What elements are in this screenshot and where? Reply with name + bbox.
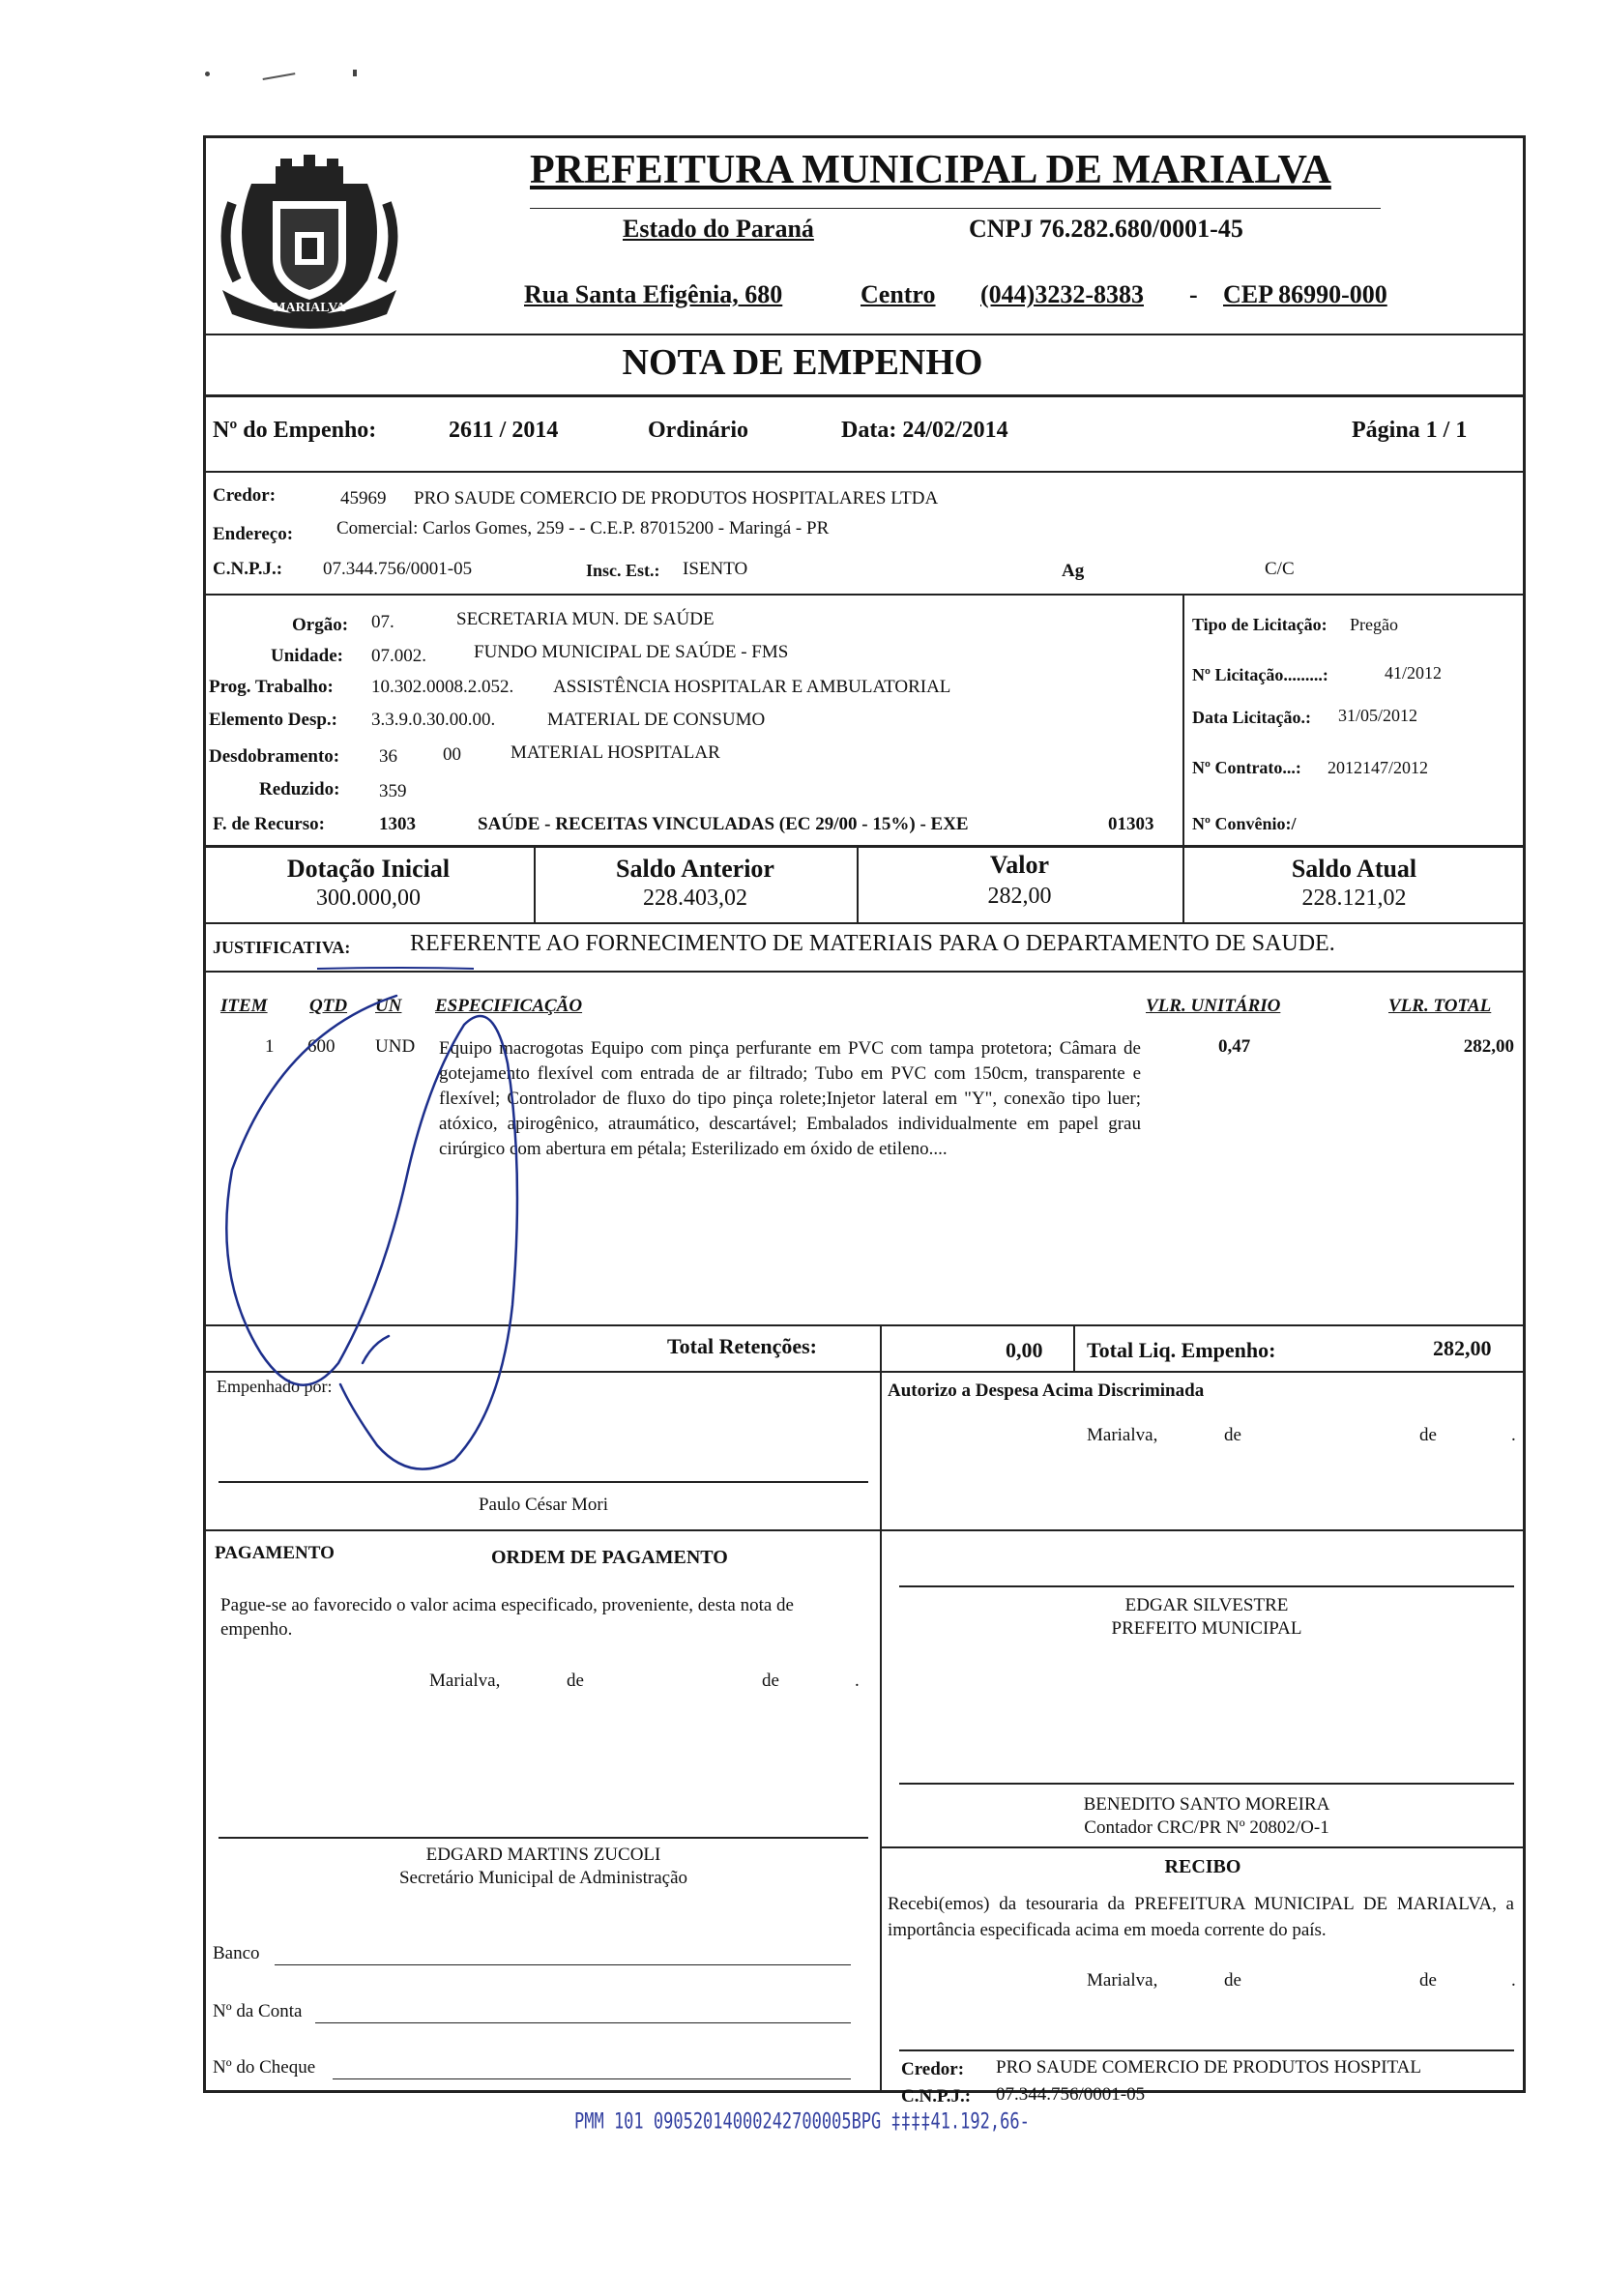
empenho-tipo: Ordinário <box>648 418 749 443</box>
unidade-cod: 07.002. <box>371 646 426 666</box>
item-qtd: 600 <box>307 1036 336 1057</box>
prefeito-nome: EDGAR SILVESTRE <box>1124 1595 1289 1615</box>
item-vlr-total: 282,00 <box>1463 1036 1514 1057</box>
signature-line <box>219 1837 868 1839</box>
item-espec: Equipo macrogotas Equipo com pinça perfurante em PVC com tampa protetora; Câmara de gotejamento flexível com entrada de ar filtrado; Tubo em PVC com 150cm, transparente e flexível; Controlador de fluxo do tipo pinça rolete;Injetor lateral em "Y", conexão tipo luer; atóxico, apirogênico, atraumático, descartável; Embalados individualmente em papel grau cirúrgico com abertura em pétala; Esterilizado em óxido de etileno.... <box>439 1038 1141 1159</box>
secretario-nome: EDGARD MARTINS ZUCOLI <box>425 1845 661 1865</box>
item-un: UND <box>375 1036 416 1057</box>
elemento-cod: 3.3.9.0.30.00.00. <box>371 710 496 730</box>
recibo-cidade: Marialva, <box>1087 1970 1158 1991</box>
sep-label: - <box>1189 280 1198 308</box>
liq-valor: 282,00 <box>1433 1336 1492 1360</box>
divider <box>880 1371 882 2093</box>
divider <box>203 394 1526 397</box>
pagamento-cidade: Marialva, <box>429 1671 501 1691</box>
col-vlr-unit: VLR. UNITÁRIO <box>1146 996 1281 1016</box>
prog-cod: 10.302.0008.2.052. <box>371 677 514 697</box>
autorizo-de1: de <box>1224 1425 1241 1445</box>
col-item: ITEM <box>220 996 268 1016</box>
col-espec: ESPECIFICAÇÃO <box>435 996 583 1016</box>
rodape-cnpj-label: C.N.P.J.: <box>901 2086 972 2107</box>
col-un: UN <box>375 996 402 1016</box>
desdob-sub: 00 <box>443 744 461 765</box>
elemento-label: Elemento Desp.: <box>209 710 337 730</box>
credor-nome: PRO SAUDE COMERCIO DE PRODUTOS HOSPITALARES LTDA <box>414 488 939 509</box>
pagamento-ponto: . <box>855 1671 860 1691</box>
convenio-label: Nº Convênio:/ <box>1192 814 1297 833</box>
credor-codigo: 45969 <box>340 488 387 509</box>
banco-label: Banco <box>213 1943 260 1963</box>
telefone-label: (044)3232-8383 <box>980 280 1144 308</box>
col-qtd: QTD <box>309 996 348 1016</box>
saldo-anterior-label: Saldo Anterior <box>616 855 774 883</box>
orgao: SECRETARIA MUN. DE SAÚDE <box>456 609 715 629</box>
unidade-label: Unidade: <box>271 646 343 666</box>
prog-label: Prog. Trabalho: <box>209 677 334 697</box>
prog: ASSISTÊNCIA HOSPITALAR E AMBULATORIAL <box>553 677 951 697</box>
centro-label: Centro <box>861 280 936 308</box>
autenticacao-mecanica: PMM 101 09052014000242700005BPG ‡‡‡‡41.192,66- <box>574 2109 1030 2135</box>
insc-label: Insc. Est.: <box>586 561 660 580</box>
retencoes-label: Total Retenções: <box>667 1334 817 1358</box>
prefeitura-title: PREFEITURA MUNICIPAL DE MARIALVA <box>530 148 1331 192</box>
pagamento-de2: de <box>762 1671 779 1691</box>
credor-insc: ISENTO <box>683 559 748 579</box>
rua-label: Rua Santa Efigênia, 680 <box>524 280 783 308</box>
reduzido-label: Reduzido: <box>259 779 340 799</box>
pagamento-titulo: PAGAMENTO <box>215 1543 335 1563</box>
signature-mark <box>174 957 657 1498</box>
empenho-data: Data: 24/02/2014 <box>841 418 1008 443</box>
empenho-label: Nº do Empenho: <box>213 418 377 443</box>
signature-line <box>899 1585 1514 1587</box>
reduzido: 359 <box>379 781 407 801</box>
divider <box>203 922 1526 924</box>
recibo-de2: de <box>1419 1970 1437 1991</box>
cep-label: CEP 86990-000 <box>1223 280 1387 308</box>
conta-line[interactable] <box>315 2022 851 2023</box>
empenhado-label: Empenhado por: <box>217 1377 333 1396</box>
recurso-label: F. de Recurso: <box>213 814 325 834</box>
divider <box>880 1324 882 1373</box>
tipo-licitacao-label: Tipo de Licitação: <box>1192 615 1328 634</box>
empenho-numero: 2611 / 2014 <box>449 418 559 443</box>
credor-label: Credor: <box>213 485 277 506</box>
credor-endereco: Comercial: Carlos Gomes, 259 - - C.E.P. 87015200 - Maringá - PR <box>336 518 830 538</box>
num-licitacao: 41/2012 <box>1385 663 1443 683</box>
recibo-texto: Recebi(emos) da tesouraria da PREFEITURA MUNICIPAL DE MARIALVA, a importância especificada acima em moeda corrente do país. <box>888 1894 1514 1940</box>
justificativa-texto: REFERENTE AO FORNECIMENTO DE MATERIAIS PARA O DEPARTAMENTO DE SAUDE. <box>410 931 1335 956</box>
tipo-licitacao: Pregão <box>1350 615 1398 634</box>
divider <box>203 594 1526 596</box>
estado-label: Estado do Paraná <box>623 215 814 243</box>
saldo-atual-valor: 228.121,02 <box>1301 886 1407 911</box>
dotacao-valor: 300.000,00 <box>316 886 421 911</box>
unidade: FUNDO MUNICIPAL DE SAÚDE - FMS <box>474 642 789 662</box>
saldo-atual-label: Saldo Atual <box>1291 855 1417 883</box>
scan-dot <box>205 72 210 76</box>
contrato-label: Nº Contrato...: <box>1192 758 1301 777</box>
recibo-titulo: RECIBO <box>1164 1856 1241 1877</box>
contador-nome: BENEDITO SANTO MOREIRA <box>1083 1794 1330 1815</box>
rodape-credor-label: Credor: <box>901 2059 965 2079</box>
recibo-ponto: . <box>1511 1970 1516 1991</box>
prefeito-cargo: PREFEITO MUNICIPAL <box>1111 1618 1302 1639</box>
dotacao-label: Dotação Inicial <box>286 855 451 883</box>
cheque-line[interactable] <box>333 2078 851 2079</box>
recibo-de1: de <box>1224 1970 1241 1991</box>
scan-mark <box>263 73 297 86</box>
divider <box>203 845 1526 848</box>
desdob: MATERIAL HOSPITALAR <box>511 742 720 763</box>
ag-label: Ag <box>1062 561 1085 581</box>
recurso-cod2: 01303 <box>1108 814 1154 834</box>
data-licitacao: 31/05/2012 <box>1338 706 1418 725</box>
autorizo-cidade: Marialva, <box>1087 1425 1158 1445</box>
rodape-credor-nome: PRO SAUDE COMERCIO DE PRODUTOS HOSPITAL <box>996 2057 1421 2078</box>
cnpj-label: C.N.P.J.: <box>213 559 283 579</box>
divider <box>1182 594 1184 857</box>
data-licitacao-label: Data Licitação.: <box>1192 708 1311 727</box>
autorizo-ponto: . <box>1511 1425 1516 1445</box>
pagamento-de1: de <box>567 1671 584 1691</box>
desdob-label: Desdobramento: <box>209 746 340 767</box>
divider <box>203 471 1526 473</box>
item-num: 1 <box>265 1036 275 1057</box>
divider <box>1073 1324 1075 1373</box>
recurso: SAÚDE - RECEITAS VINCULADAS (EC 29/00 - 15%) - EXE <box>478 814 969 834</box>
doc-title: NOTA DE EMPENHO <box>622 342 983 383</box>
coat-of-arms-icon <box>213 145 406 338</box>
recurso-cod: 1303 <box>379 814 416 834</box>
cheque-label: Nº do Cheque <box>213 2057 316 2078</box>
pagamento-texto: Pague-se ao favorecido o valor acima especificado, proveniente, desta nota de empenho. <box>220 1595 794 1640</box>
orgao-label: Orgão: <box>292 615 349 635</box>
col-vlr-total: VLR. TOTAL <box>1388 996 1492 1016</box>
cnpj-prefeitura: CNPJ 76.282.680/0001-45 <box>969 215 1243 243</box>
conta-label: Nº da Conta <box>213 2001 303 2021</box>
elemento: MATERIAL DE CONSUMO <box>547 710 766 730</box>
saldo-anterior-valor: 228.403,02 <box>643 886 747 911</box>
autorizo-de2: de <box>1419 1425 1437 1445</box>
autorizo-titulo: Autorizo a Despesa Acima Discriminada <box>888 1381 1205 1401</box>
header-underline <box>530 208 1381 209</box>
valor-valor: 282,00 <box>987 884 1052 909</box>
credor-cnpj: 07.344.756/0001-05 <box>323 559 473 579</box>
liq-label: Total Liq. Empenho: <box>1087 1338 1276 1362</box>
cc-label: C/C <box>1265 559 1295 579</box>
divider <box>203 1529 1526 1531</box>
empenhado-nome: Paulo César Mori <box>478 1495 609 1515</box>
seal-text: MARIALVA <box>273 301 346 315</box>
num-licitacao-label: Nº Licitação.........: <box>1192 665 1328 684</box>
endereco-label: Endereço: <box>213 524 294 544</box>
divider <box>880 1846 1526 1848</box>
item-vlr-unit: 0,47 <box>1218 1036 1251 1057</box>
signature-line <box>899 1783 1514 1785</box>
ordem-pagamento: ORDEM DE PAGAMENTO <box>491 1547 728 1568</box>
secretario-cargo: Secretário Municipal de Administração <box>398 1868 688 1888</box>
empenho-pagina: Página 1 / 1 <box>1352 418 1468 443</box>
contrato: 2012147/2012 <box>1328 758 1429 777</box>
rodape-cnpj: 07.344.756/0001-05 <box>996 2084 1146 2105</box>
orgao-cod: 07. <box>371 612 394 632</box>
desdob-cod: 36 <box>379 746 397 767</box>
valor-label: Valor <box>989 851 1050 879</box>
justificativa-label: JUSTIFICATIVA: <box>213 938 351 957</box>
scan-dot <box>353 70 357 76</box>
divider <box>203 334 1526 335</box>
retencoes-valor: 0,00 <box>1006 1338 1043 1362</box>
signature-line <box>899 2049 1514 2051</box>
banco-line[interactable] <box>275 1964 851 1965</box>
contador-cargo: Contador CRC/PR Nº 20802/O-1 <box>1084 1817 1329 1838</box>
